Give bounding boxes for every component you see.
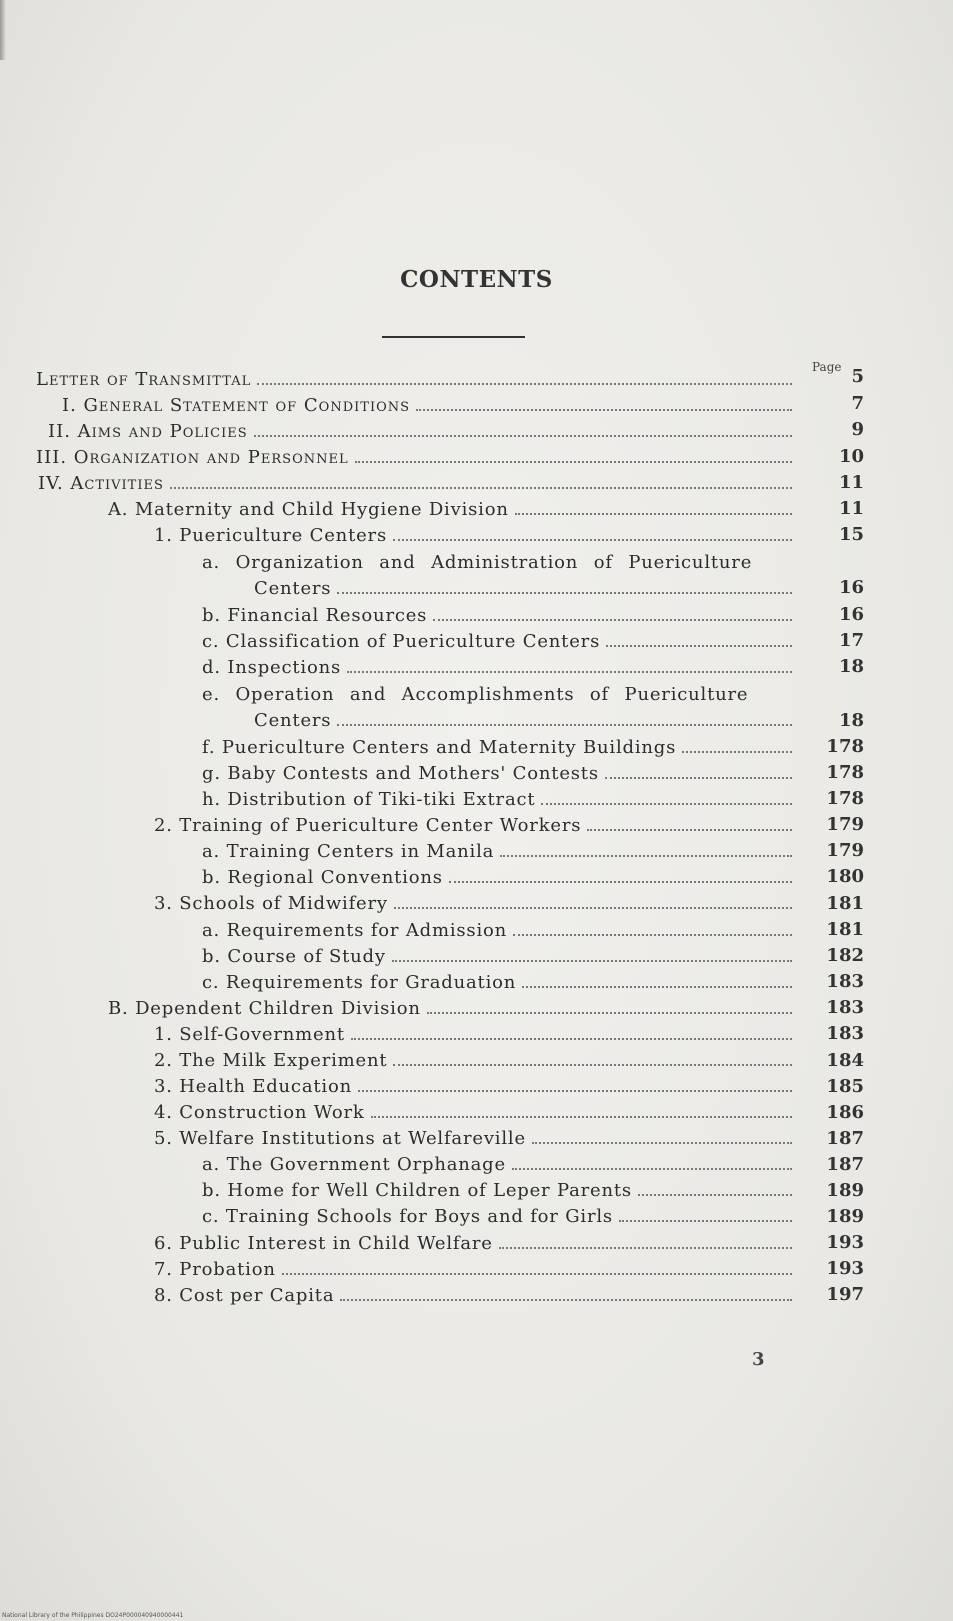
toc-entry: [154, 1019, 796, 1045]
leader-dots: [499, 1247, 792, 1249]
toc-page-number: 185: [826, 1076, 864, 1097]
toc-page-number: 179: [826, 814, 864, 835]
toc-entry: [202, 836, 796, 862]
toc-entry-label: IV. Activities: [38, 473, 164, 494]
leader-dots: [254, 435, 792, 437]
toc-entry-label: e. Operation and Accomplishments of Puericulture: [202, 684, 749, 705]
toc-page-number: 178: [826, 762, 864, 783]
toc-entry: [154, 1123, 796, 1149]
toc-entry-label: Centers: [254, 578, 332, 599]
leader-dots: [347, 671, 792, 673]
page-edge-shadow: [0, 0, 6, 60]
leader-dots: [393, 539, 792, 541]
toc-entry: [154, 1228, 796, 1254]
leader-dots: [340, 1299, 792, 1301]
toc-entry-label: 2. Training of Puericulture Center Workers: [154, 815, 582, 836]
toc-page-number: 11: [838, 498, 864, 519]
leader-dots: [433, 619, 792, 621]
toc-entry: [202, 758, 796, 784]
toc-page-number: 15: [838, 524, 864, 545]
leader-dots: [427, 1012, 792, 1014]
toc-page-number: 187: [826, 1154, 864, 1175]
toc-page-number: 9: [851, 419, 864, 440]
toc-page-number: 181: [826, 893, 864, 914]
toc-page-number: 183: [826, 971, 864, 992]
toc-entry-label: Letter of Transmittal: [36, 369, 252, 390]
leader-dots: [371, 1116, 792, 1118]
toc-entry-label: f. Puericulture Centers and Maternity Buildings: [202, 737, 677, 758]
toc-entry: [202, 915, 796, 941]
toc-entry: [202, 732, 796, 758]
toc-entry-label: A. Maternity and Child Hygiene Division: [108, 499, 509, 520]
folio-page-number: 3: [752, 1349, 765, 1370]
toc-page-number: 17: [838, 630, 864, 651]
toc-page-number: 18: [838, 710, 864, 731]
toc-entry-label: h. Distribution of Tiki-tiki Extract: [202, 789, 536, 810]
toc-entry: [108, 993, 796, 1019]
toc-entry-label: b. Home for Well Children of Leper Parents: [202, 1180, 632, 1201]
toc-page-number: 5: [851, 366, 864, 387]
toc-page-number: 178: [826, 788, 864, 809]
toc-entry: [202, 941, 796, 967]
toc-entry: [36, 442, 796, 468]
leader-dots: [337, 592, 792, 594]
leader-dots: [282, 1273, 792, 1275]
toc-page-number: 193: [826, 1232, 864, 1253]
toc-entry-label: c. Requirements for Graduation: [202, 972, 517, 993]
toc-entry-label: III. Organization and Personnel: [36, 447, 349, 468]
scan-credit: National Library of the Philippines DO24P000040940000441: [2, 1612, 184, 1619]
toc-entry: [202, 784, 796, 810]
toc-page-number: 11: [838, 472, 864, 493]
toc-entry-label: b. Financial Resources: [202, 605, 428, 626]
toc-entry: [36, 364, 796, 390]
toc-entry-label: 4. Construction Work: [154, 1102, 365, 1123]
toc-page-number: 181: [826, 919, 864, 940]
toc-entry-label: 2. The Milk Experiment: [154, 1050, 388, 1071]
toc-entry: [154, 1254, 796, 1280]
toc-entry-label: 1. Self-Government: [154, 1024, 345, 1045]
leader-dots: [638, 1194, 792, 1196]
toc-entry: [154, 810, 796, 836]
toc-entry: [48, 416, 796, 442]
leader-dots: [541, 803, 792, 805]
leader-dots: [512, 1168, 792, 1170]
toc-entry-label: 3. Schools of Midwifery: [154, 893, 388, 914]
leader-dots: [587, 829, 792, 831]
leader-dots: [392, 960, 792, 962]
toc-entry: [202, 1175, 796, 1201]
toc-entry: [202, 679, 796, 705]
toc-entry-label: b. Course of Study: [202, 946, 386, 967]
toc-entry-label: B. Dependent Children Division: [108, 998, 421, 1019]
toc-entry-label: a. The Government Orphanage: [202, 1154, 506, 1175]
toc-page-number: 186: [826, 1102, 864, 1123]
toc-entry-label: 6. Public Interest in Child Welfare: [154, 1233, 493, 1254]
toc-page-number: 178: [826, 736, 864, 757]
toc-entry-label: a. Training Centers in Manila: [202, 841, 495, 862]
toc-entry-label: 7. Probation: [154, 1259, 276, 1280]
leader-dots: [682, 751, 792, 753]
toc-page-number: 189: [826, 1180, 864, 1201]
toc-entry: [202, 862, 796, 888]
toc-entry-label: 1. Puericulture Centers: [154, 525, 387, 546]
leader-dots: [500, 855, 792, 857]
leader-dots: [605, 777, 792, 779]
toc-entry-label: d. Inspections: [202, 657, 342, 678]
toc-entry-label: II. Aims and Policies: [48, 421, 248, 442]
page-column-header: Page: [812, 360, 842, 374]
toc-entry: [254, 705, 796, 731]
leader-dots: [358, 1090, 792, 1092]
leader-dots: [416, 409, 792, 411]
toc-entry: [62, 390, 796, 416]
toc-entry-label: c. Training Schools for Boys and for Girls: [202, 1206, 613, 1227]
leader-dots: [619, 1220, 792, 1222]
toc-page-number: 184: [826, 1050, 864, 1071]
toc-entry: [254, 573, 796, 599]
leader-dots: [515, 513, 792, 515]
toc-page-number: 179: [826, 840, 864, 861]
toc-page-number: 193: [826, 1258, 864, 1279]
leader-dots: [532, 1142, 792, 1144]
toc-entry: [202, 547, 796, 573]
leader-dots: [394, 907, 792, 909]
toc-entry: [202, 1201, 796, 1227]
toc-entry-label: 3. Health Education: [154, 1076, 352, 1097]
toc-page-number: 10: [838, 446, 864, 467]
toc-page-number: 183: [826, 1023, 864, 1044]
toc-entry: [154, 1045, 796, 1071]
leader-dots: [393, 1064, 792, 1066]
toc-page-number: 187: [826, 1128, 864, 1149]
toc-entry: [154, 1280, 796, 1306]
toc-entry-label: a. Requirements for Admission: [202, 920, 508, 941]
toc-page-number: 197: [826, 1284, 864, 1305]
toc-entry-label: 5. Welfare Institutions at Welfareville: [154, 1128, 526, 1149]
toc-page-number: 189: [826, 1206, 864, 1227]
leader-dots: [170, 487, 792, 489]
leader-dots: [606, 645, 792, 647]
leader-dots: [449, 881, 792, 883]
toc-entry: [154, 1097, 796, 1123]
toc-entry-label: c. Classification of Puericulture Centers: [202, 631, 601, 652]
toc-page-number: 7: [851, 393, 864, 414]
toc-page-number: 180: [826, 866, 864, 887]
toc-page-number: 18: [838, 656, 864, 677]
leader-dots: [513, 934, 792, 936]
toc-entry: [38, 468, 796, 494]
leader-dots: [257, 383, 792, 385]
toc-entry: [154, 1071, 796, 1097]
toc-entry-label: b. Regional Conventions: [202, 867, 443, 888]
leader-dots: [337, 724, 792, 726]
toc-entry: [202, 600, 796, 626]
toc-page-number: 183: [826, 997, 864, 1018]
leader-dots: [355, 461, 792, 463]
toc-entry: [202, 626, 796, 652]
toc-entry-label: Centers: [254, 710, 332, 731]
leader-dots: [522, 986, 792, 988]
toc-entry: [202, 652, 796, 678]
toc-entry-label: a. Organization and Administration of Puericulture: [202, 552, 753, 573]
toc-entry-label: g. Baby Contests and Mothers' Contests: [202, 763, 599, 784]
title-rule: [382, 336, 525, 338]
toc-entry: [202, 967, 796, 993]
toc-page-number: 16: [838, 604, 864, 625]
toc-entry: [154, 888, 796, 914]
toc-page-number: 182: [826, 945, 864, 966]
toc-entry-label: 8. Cost per Capita: [154, 1285, 335, 1306]
toc-entry: [108, 494, 796, 520]
toc-entry: [154, 520, 796, 546]
toc-entry: [202, 1149, 796, 1175]
toc-entry-label: I. General Statement of Conditions: [62, 395, 411, 416]
leader-dots: [351, 1038, 792, 1040]
toc-page-number: 16: [838, 577, 864, 598]
contents-title: CONTENTS: [400, 266, 553, 293]
